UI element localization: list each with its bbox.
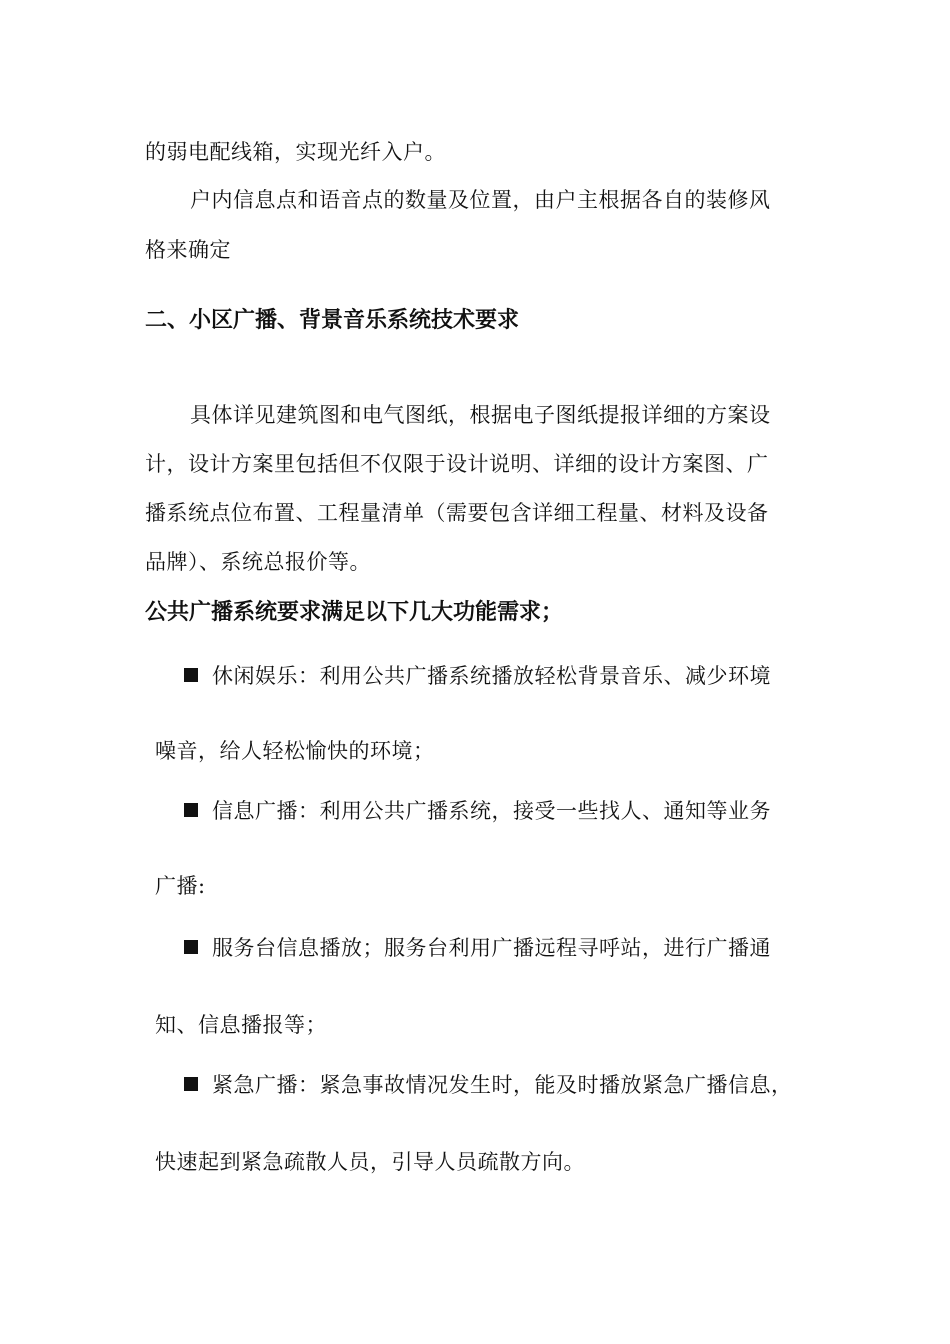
bullet-item-2-text: 信息广播：利用公共广播系统，接受一些找人、通知等业务 [212,799,771,823]
bullet-item-3-line-2: 知、信息播报等； [155,1013,327,1037]
bullet-item-1-line-2: 噪音，给人轻松愉快的环境； [155,739,435,763]
bullet-item-3-line-1 [184,934,771,962]
paragraph-3-line-2: 计，设计方案里包括但不仅限于设计说明、详细的设计方案图、广 [145,452,769,476]
bullet-item-3-text: 服务台信息播放；服务台利用广播远程寻呼站，进行广播通 [212,936,771,960]
black-square-bullet-icon [184,940,198,954]
paragraph-1-line-1: 的弱电配线箱，实现光纤入户。 [145,140,446,164]
black-square-bullet-icon [184,668,198,682]
bullet-item-2-line-1 [184,797,771,825]
paragraph-3-line-4: 品牌）、系统总报价等。 [145,550,371,574]
bullet-item-4-text: 紧急广播：紧急事故情况发生时，能及时播放紧急广播信息， [212,1073,793,1097]
section-title: 二、小区广播、背景音乐系统技术要求 [145,308,520,333]
paragraph-3-line-3: 播系统点位布置、工程量清单（需要包含详细工程量、材料及设备 [145,501,769,525]
bullet-item-2-line-2: 广播: [155,874,206,898]
paragraph-3-line-1: 具体详见建筑图和电气图纸，根据电子图纸提报详细的方案设 [190,403,771,427]
bullet-item-1-text: 休闲娱乐：利用公共广播系统播放轻松背景音乐、减少环境 [212,664,771,688]
black-square-bullet-icon [184,1077,198,1091]
paragraph-2-line-1: 户内信息点和语音点的数量及位置，由户主根据各自的装修风 [190,188,771,212]
black-square-bullet-icon [184,803,198,817]
paragraph-2-line-2: 格来确定 [145,238,231,262]
subheading: 公共广播系统要求满足以下几大功能需求； [145,600,564,625]
bullet-item-4-line-1 [184,1071,793,1099]
bullet-item-4-line-2: 快速起到紧急疏散人员，引导人员疏散方向。 [155,1150,585,1174]
bullet-item-1-line-1 [184,662,771,690]
